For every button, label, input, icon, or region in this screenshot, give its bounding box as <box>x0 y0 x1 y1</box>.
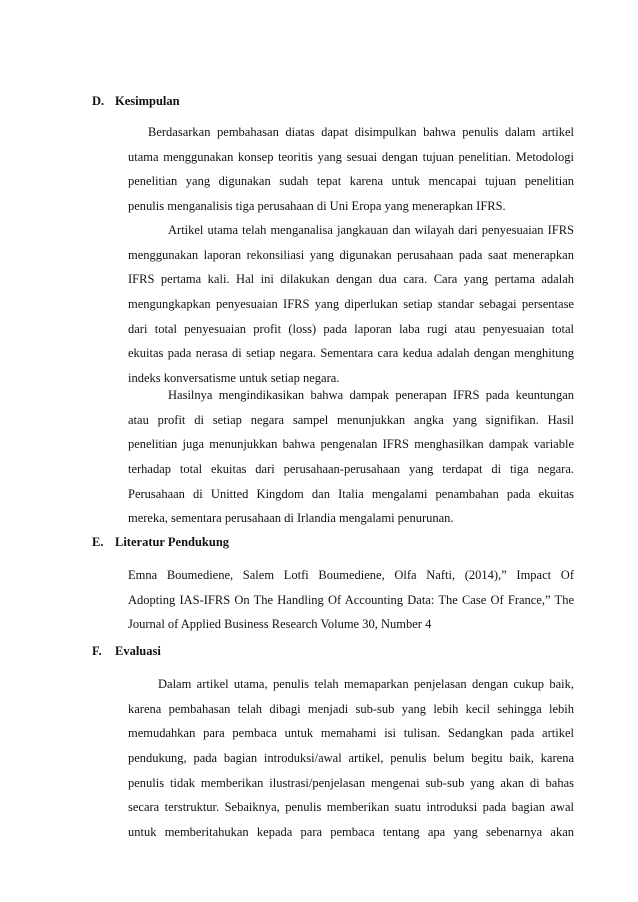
text-line: atau profit di setiap negara sampel menunjukkan angka yang signifikan. Hasil <box>128 412 574 427</box>
section-title: Kesimpulan <box>115 94 180 108</box>
section-letter: E. <box>92 535 104 549</box>
text-line: Dalam artikel utama, penulis telah memaparkan penjelasan dengan cukup baik, <box>158 677 574 691</box>
paragraph-evaluasi <box>128 672 574 845</box>
text-line: Berdasarkan pembahasan diatas dapat disimpulkan bahwa penulis dalam artikel <box>148 125 574 139</box>
text-line: IFRS pertama kali. Hal ini dilakukan dengan dua cara. Cara yang pertama adalah <box>128 272 574 287</box>
paragraph-kesimpulan-2 <box>128 218 574 391</box>
text-line: penelitian juga menunjukkan bahwa pengenalan IFRS menghasilkan dampak variable <box>128 437 574 452</box>
section-title: Evaluasi <box>115 644 161 658</box>
section-heading-literatur-pendukung <box>92 534 229 550</box>
text-line: dari total penyesuaian profit (loss) pada laporan laba rugi atau penyesuaian total <box>128 321 574 336</box>
text-line: penelitian yang digunakan sudah tepat karena untuk mencapai tujuan penelitian <box>128 174 574 189</box>
section-heading-kesimpulan <box>92 93 180 109</box>
text-line: secara terstruktur. Sebaiknya, penulis memberikan suatu introduksi pada bagian awal <box>128 800 574 815</box>
text-line: indeks konversatisme untuk setiap negara. <box>128 371 340 386</box>
text-line: Hasilnya mengindikasikan bahwa dampak penerapan IFRS pada keuntungan <box>168 388 574 402</box>
paragraph-kesimpulan-3 <box>128 383 574 531</box>
text-line: penulis tidak memberikan ilustrasi/penjelasan mengenai sub-sub yang akan di bahas <box>128 775 574 790</box>
text-line: utama menggunakan konsep teoritis yang sesuai dengan tujuan penelitian. Metodologi <box>128 149 574 164</box>
section-heading-evaluasi <box>92 643 161 659</box>
text-line: Perusahaan di Unitted Kingdom dan Italia mengalami penambahan pada ekuitas <box>128 486 574 501</box>
text-line: mereka, sementara perusahaan di Irlandia mengalami penurunan. <box>128 511 454 526</box>
text-line: memudahkan para pembaca untuk memahami isi tulisan. Sedangkan pada artikel <box>128 726 574 741</box>
text-line: pendukung, pada bagian introduksi/awal artikel, penulis belum begitu baik, karena <box>128 751 574 766</box>
text-line: Journal of Applied Business Research Volume 30, Number 4 <box>128 617 432 632</box>
text-line: untuk memberitahukan kepada para pembaca tentang apa yang sebenarnya akan <box>128 825 574 840</box>
text-line: penulis menganalisis tiga perusahaan di Uni Eropa yang menerapkan IFRS. <box>128 199 506 214</box>
text-line: mengungkapkan penyesuaian IFRS yang diperlukan setiap standar sebagai persentase <box>128 297 574 312</box>
text-line: Adopting IAS-IFRS On The Handling Of Accounting Data: The Case Of France,” The <box>128 592 574 607</box>
text-line: karena pembahasan telah dibagi menjadi sub-sub yang lebih kecil sehingga lebih <box>128 701 574 716</box>
text-line: ekuitas pada nerasa di setiap negara. Sementara cara kedua adalah dengan menghitung <box>128 346 574 361</box>
text-line: menggunakan laporan rekonsiliasi yang digunakan perusahaan pada saat menerapkan <box>128 247 574 262</box>
section-letter: D. <box>92 94 105 108</box>
text-line: terhadap total ekuitas dari perusahaan-perusahaan yang terdapat di tiga negara. <box>128 462 574 477</box>
section-title: Literatur Pendukung <box>115 535 230 549</box>
text-line: Emna Boumediene, Salem Lotfi Boumediene, Olfa Nafti, (2014),” Impact Of <box>128 568 574 582</box>
text-line: Artikel utama telah menganalisa jangkauan dan wilayah dari penyesuaian IFRS <box>168 223 574 237</box>
paragraph-kesimpulan-1 <box>128 120 574 219</box>
reference-entry <box>128 563 574 637</box>
section-letter: F. <box>92 644 102 658</box>
